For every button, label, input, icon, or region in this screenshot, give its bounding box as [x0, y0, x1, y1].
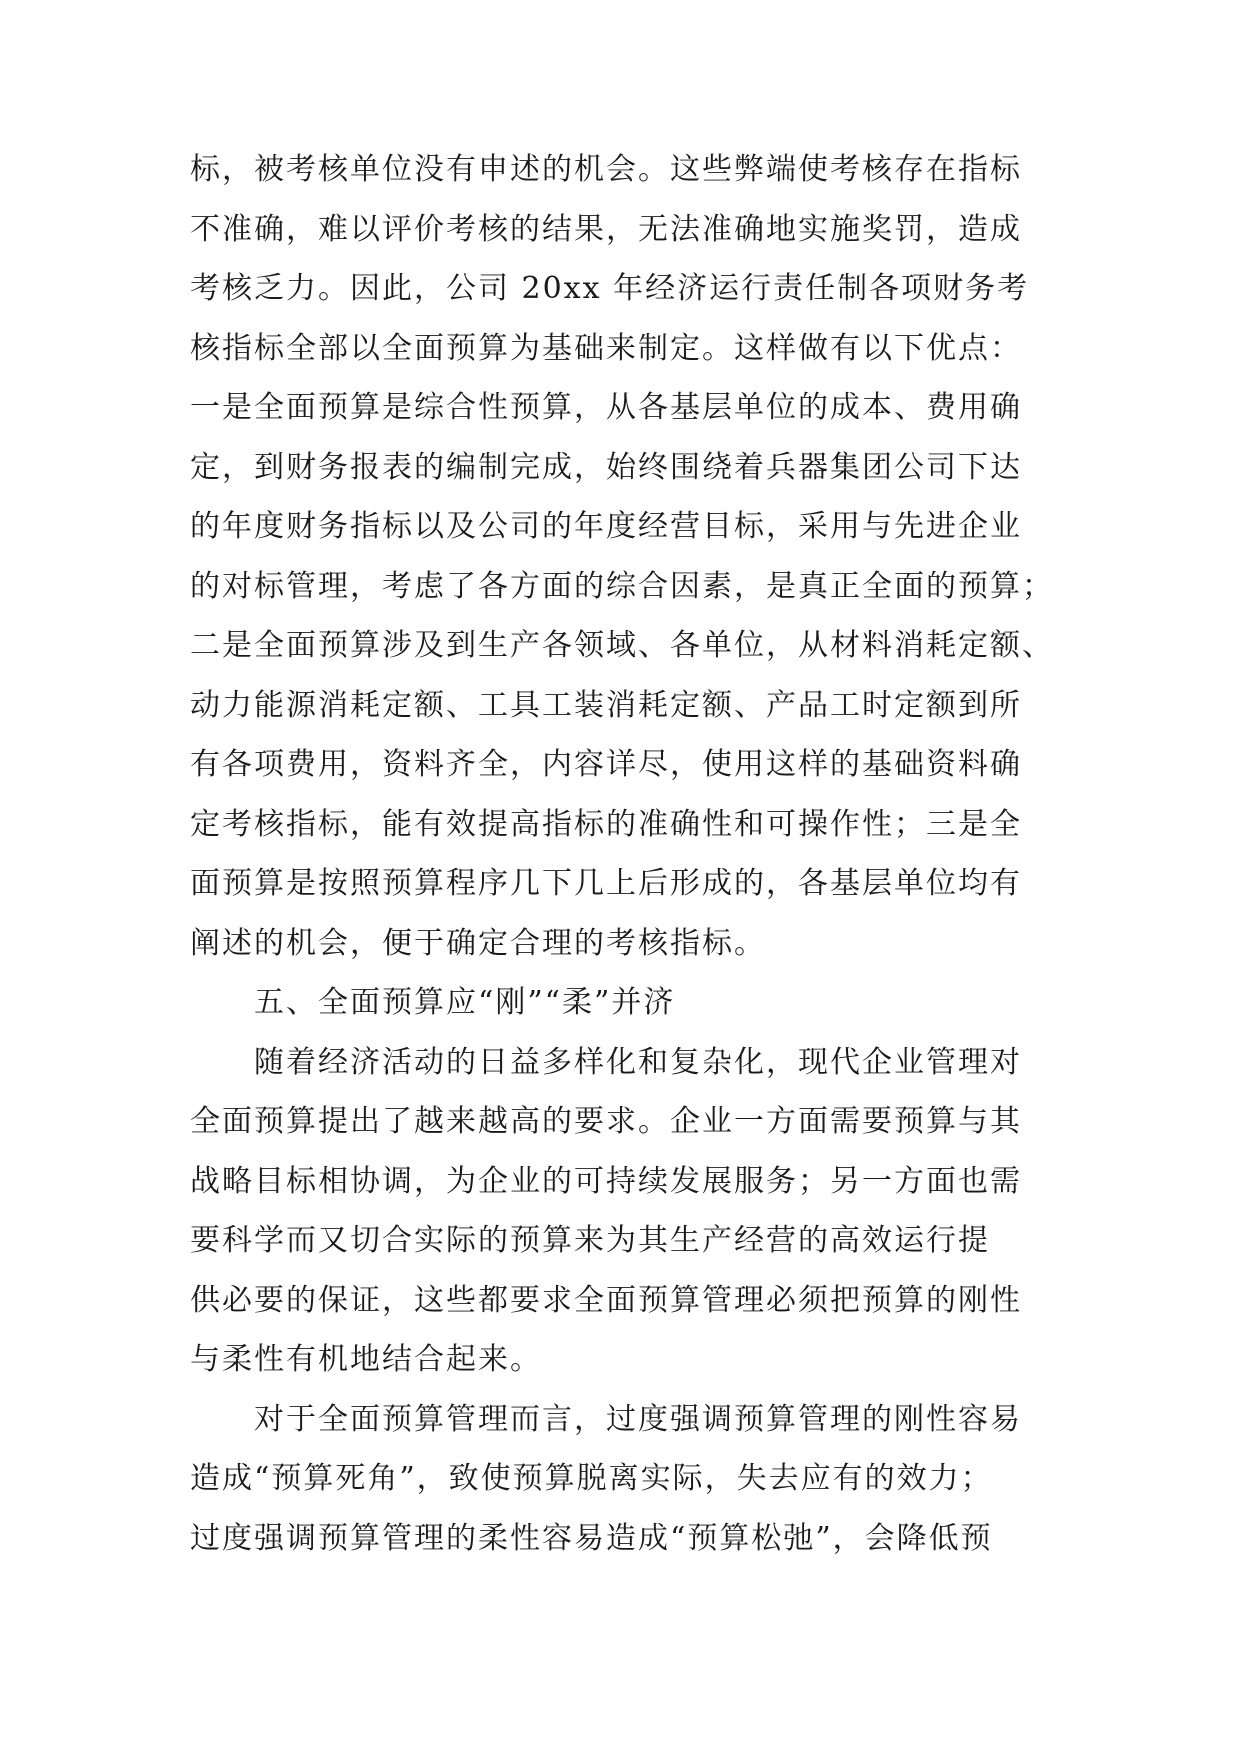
text-line: 定考核指标，能有效提高指标的准确性和可操作性；三是全 [190, 806, 1022, 842]
text-line: 五、全面预算应“刚”“柔”并济 [190, 985, 676, 1020]
text-line: 要科学而又切合实际的预算来为其生产经营的高效运行提 [190, 1223, 990, 1258]
text-line: 的对标管理，考虑了各方面的综合因素，是真正全面的预算； [190, 568, 1054, 604]
text-line: 不准确，难以评价考核的结果，无法准确地实施奖罚，造成 [190, 211, 1022, 247]
text-line: 一是全面预算是综合性预算，从各基层单位的成本、费用确 [190, 390, 1022, 425]
text-line: 的年度财务指标以及公司的年度经营目标，采用与先进企业 [190, 509, 1022, 544]
text-line: 战略目标相协调，为企业的可持续发展服务；另一方面也需 [190, 1163, 1022, 1199]
text-line: 造成“预算死角”，致使预算脱离实际，失去应有的效力； [190, 1461, 993, 1496]
text-line: 考核乏力。因此，公司 20xx 年经济运行责任制各项财务考 [190, 271, 1030, 306]
text-line: 供必要的保证，这些都要求全面预算管理必须把预算的刚性 [190, 1282, 1022, 1318]
text-line: 定，到财务报表的编制完成，始终围绕着兵器集团公司下达 [190, 449, 1022, 485]
text-line: 核指标全部以全面预算为基础来制定。这样做有以下优点： [190, 330, 1022, 366]
text-line: 二是全面预算涉及到生产各领域、各单位，从材料消耗定额、 [190, 628, 1054, 663]
text-line: 有各项费用，资料齐全，内容详尽，使用这样的基础资料确 [190, 747, 1022, 782]
text-line: 动力能源消耗定额、工具工装消耗定额、产品工时定额到所 [190, 687, 1022, 723]
text-line: 过度强调预算管理的柔性容易造成“预算松弛”，会降低预 [190, 1520, 993, 1556]
text-line: 随着经济活动的日益多样化和复杂化，现代企业管理对 [190, 1044, 1022, 1080]
text-line: 阐述的机会，便于确定合理的考核指标。 [190, 925, 766, 961]
text-line: 对于全面预算管理而言，过度强调预算管理的刚性容易 [190, 1401, 1022, 1437]
text-line: 与柔性有机地结合起来。 [190, 1342, 542, 1377]
text-line: 面预算是按照预算程序几下几上后形成的，各基层单位均有 [190, 866, 1022, 901]
text-line: 标，被考核单位没有申述的机会。这些弊端使考核存在指标 [190, 152, 1022, 187]
text-line: 全面预算提出了越来越高的要求。企业一方面需要预算与其 [190, 1104, 1022, 1139]
